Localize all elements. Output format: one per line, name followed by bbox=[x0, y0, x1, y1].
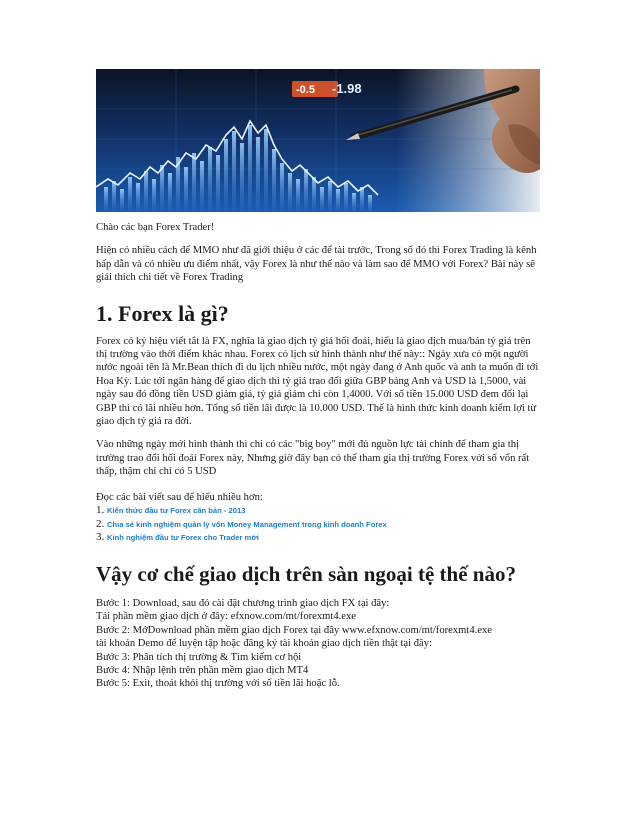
related-link-new-trader[interactable]: Kinh nghiệm đầu tư Forex cho Trader mới bbox=[107, 533, 259, 543]
ticker-value: -1.98 bbox=[332, 81, 362, 96]
step-line: Bước 3: Phân tích thị trường & Tìm kiếm cơ hội bbox=[96, 651, 302, 663]
related-link-item bbox=[96, 531, 544, 545]
related-link-item bbox=[96, 518, 544, 532]
section-heading-forex: 1. Forex là gì? bbox=[96, 300, 229, 326]
step-line: Tải phần mềm giao dịch ở đây: efxnow.com/mt/forexmt4.exe bbox=[96, 611, 356, 623]
forex-chart-photo bbox=[96, 69, 540, 212]
link-number: 1. bbox=[96, 504, 105, 517]
article-body bbox=[96, 221, 544, 691]
link-number: 3. bbox=[96, 531, 105, 544]
greeting-text: Chào các bạn Forex Trader! bbox=[96, 222, 215, 233]
step-line: tài khoản Demo để luyện tập hoặc đăng ký tài khoản giao dịch tiền thật tại đây: bbox=[96, 638, 432, 650]
intro-paragraph: Hiện có nhiều cách để MMO như đã giới thiệu ở các để tài trước, Trong số đó thì Forex Trading là kênh hấp dẫn và có nhiều ưu điểm nhất, vậy Forex là như thế nào và làm sao để MMO với Forex? Bài này sẽ giải thích chi tiết về Forex Trading bbox=[96, 245, 537, 284]
step-line: Bước 1: Download, sau đó cài đặt chương trình giao dịch FX tại đây: bbox=[96, 597, 390, 609]
related-link-basics[interactable]: Kiến thức đầu tư Forex căn bản - 2013 bbox=[107, 506, 246, 516]
related-link-money-management[interactable]: Chia sẻ kinh nghiệm quản lý vốn Money Management trong kinh doanh Forex bbox=[107, 519, 387, 529]
step-line: Bước 5: Exit, thoát khỏi thị trường với số tiền lãi hoặc lỗ. bbox=[96, 678, 340, 690]
related-reading-intro: Đọc các bài viết sau để hiểu nhiều hơn: bbox=[96, 491, 263, 503]
related-links-list bbox=[96, 504, 544, 545]
link-number: 2. bbox=[96, 517, 105, 530]
section-heading-mechanism: Vậy cơ chế giao dịch trên sàn ngoại tệ thế nào? bbox=[96, 561, 516, 586]
steps-list bbox=[96, 597, 544, 691]
step-line: Bước 2: MởDownload phần mềm giao dịch Forex tại đây www.efxnow.com/mt/forexmt4.exe bbox=[96, 624, 492, 636]
step-line: Bước 4: Nhập lệnh trên phần mềm giao dịch MT4 bbox=[96, 664, 309, 676]
related-link-item bbox=[96, 504, 544, 518]
forex-definition-paragraph: Forex có ký hiệu viết tắt là FX, nghĩa là giao dịch tỷ giá hối đoái, hiểu là giao dịch mua/bán tỷ giá trên thị trường vào thời điểm khác nhau. Forex có lịch sử hình thành như thế này:: Ngày xưa có một người nước ngoài tên là Mr.Bean thích đi du lịch nhiều nước, một ngày đang ở Anh quốc và anh ta muốn đi tới Hoa Kỳ. Lúc tới ngân hàng để giao dịch thì tỷ giá trao đổi giữa GBP bảng Anh và USD là 1,5000, vài ngày sau đó đồng tiền USD giảm giá, tỷ giá giảm chỉ còn 1,4000. Với số tiền 15.000 USD đem đổi lại GBP thì có lãi nhiều hơn. Tổng số tiền lãi được là 10.000 USD. Thế là hình thức kinh doanh kiếm lợi từ giao dịch tỷ giá ra đời. bbox=[96, 335, 539, 428]
hero-image bbox=[96, 69, 540, 212]
forex-history-paragraph: Vào những ngày mới hình thành thì chỉ có các "big boy" mới đủ nguồn lực tài chính để tham gia thị trường trao đổi hối đoái Forex này, Nhưng giờ đây bạn có thể tham gia thị trường Forex với số vốn rất thấp, thậm chí chỉ có 5 USD bbox=[96, 439, 530, 478]
ticker-secondary: -0.5 bbox=[296, 84, 315, 96]
